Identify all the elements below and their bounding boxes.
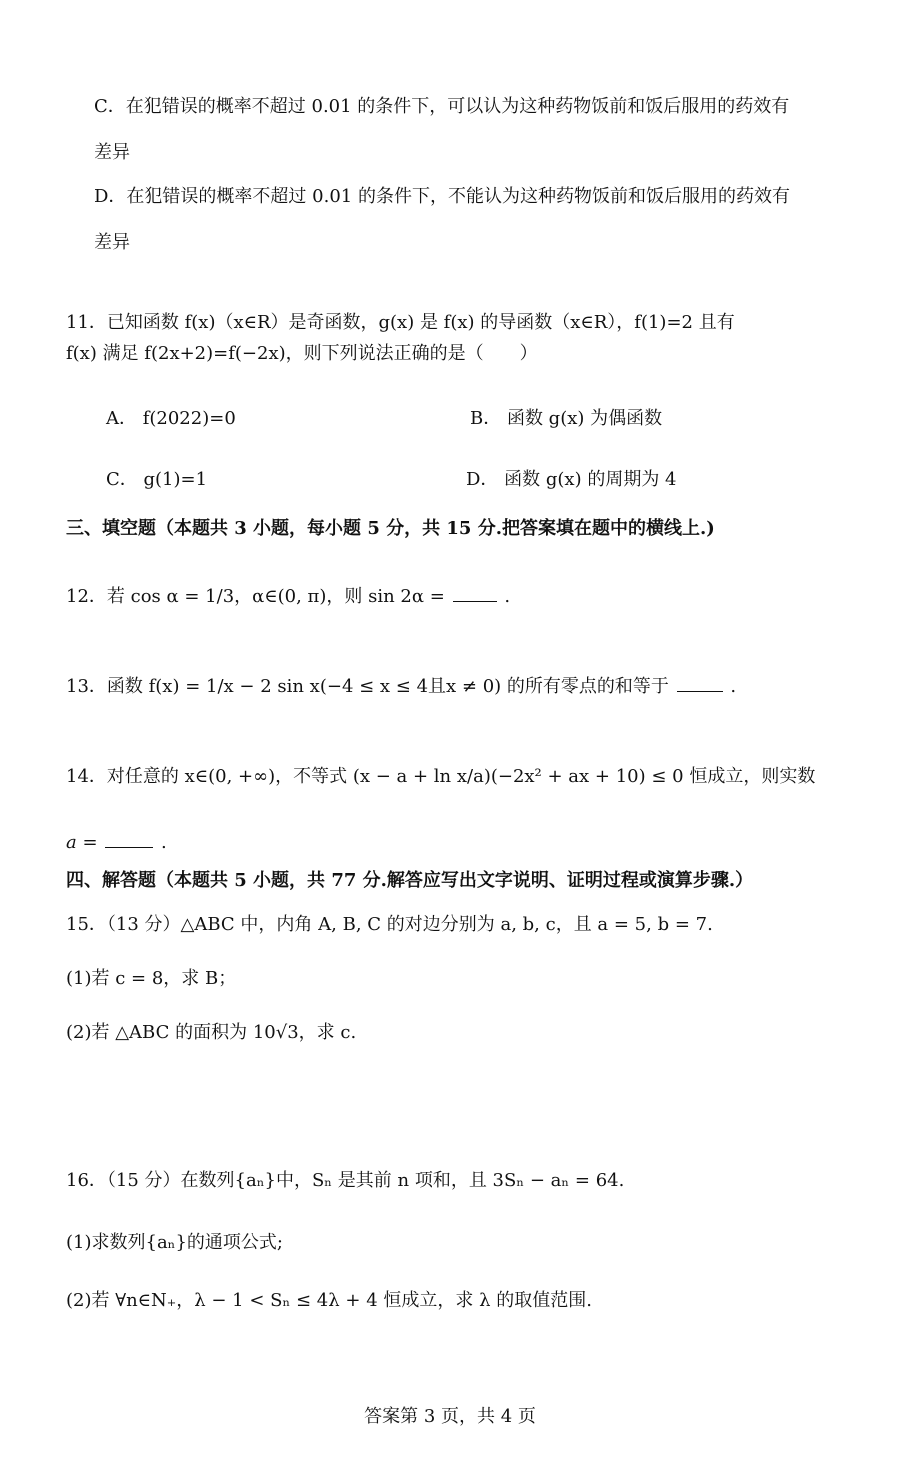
q14-period: . [161, 832, 167, 853]
q16-stem: 16．（15 分）在数列{aₙ}中，Sₙ 是其前 n 项和，且 3Sₙ − aₙ = 64. [66, 1170, 625, 1191]
q11-option-c: C． g(1)=1 [106, 469, 208, 490]
q14-line2 [66, 832, 167, 854]
q10-option-d-line2: 差异 [94, 232, 130, 253]
q15-part1: (1)若 c = 8，求 B； [66, 968, 237, 989]
q14-answer-blank[interactable] [105, 846, 153, 848]
q10-option-d-line1: D．在犯错误的概率不超过 0.01 的条件下，不能认为这种药物饭前和饭后服用的药效有 [94, 186, 790, 207]
q12-line [66, 586, 510, 608]
q13-text: 13．函数 f(x) = 1/x − 2 sin x(−4 ≤ x ≤ 4且x ≠ 0) 的所有零点的和等于 [66, 676, 669, 697]
q11-stem-line1: 11．已知函数 f(x)（x∈R）是奇函数，g(x) 是 f(x) 的导函数（x∈R），f(1)=2 且有 [66, 312, 735, 333]
page-footer: 答案第 3 页，共 4 页 [364, 1406, 536, 1427]
q16-part1: (1)求数列{aₙ}的通项公式; [66, 1232, 283, 1253]
q15-part2: (2)若 △ABC 的面积为 10√3，求 c. [66, 1022, 357, 1043]
q12-answer-blank[interactable] [453, 600, 497, 602]
section-3-title: 三、填空题（本题共 3 小题，每小题 5 分，共 15 分.把答案填在题中的横线上.) [66, 518, 715, 539]
q14-a-label: a = [66, 832, 98, 853]
q12-text: 12．若 cos α = 1/3，α∈(0, π)，则 sin 2α = [66, 586, 445, 607]
q14-line1: 14．对任意的 x∈(0, +∞)，不等式 (x − a + ln x/a)(−2x² + ax + 10) ≤ 0 恒成立，则实数 [66, 766, 816, 787]
q11-option-a: A． f(2022)=0 [106, 408, 236, 429]
q13-period: . [730, 676, 737, 697]
q11-stem-line2: f(x) 满足 f(2x+2)=f(−2x)，则下列说法正确的是（ ） [66, 343, 538, 364]
q10-option-c-line1: C．在犯错误的概率不超过 0.01 的条件下，可以认为这种药物饭前和饭后服用的药效有 [94, 96, 790, 117]
q11-option-d: D． 函数 g(x) 的周期为 4 [466, 469, 677, 490]
q11-option-b: B． 函数 g(x) 为偶函数 [470, 408, 663, 429]
q13-line [66, 676, 736, 698]
q15-stem: 15．（13 分）△ABC 中，内角 A, B, C 的对边分别为 a, b, c，且 a = 5, b = 7. [66, 914, 713, 935]
q10-option-c-line2: 差异 [94, 142, 130, 163]
section-4-title: 四、解答题（本题共 5 小题，共 77 分.解答应写出文字说明、证明过程或演算步骤.） [66, 870, 754, 891]
q16-part2: (2)若 ∀n∈N₊，λ − 1 < Sₙ ≤ 4λ + 4 恒成立，求 λ 的取值范围. [66, 1290, 592, 1311]
q13-answer-blank[interactable] [677, 690, 723, 692]
q12-period: . [504, 586, 511, 607]
